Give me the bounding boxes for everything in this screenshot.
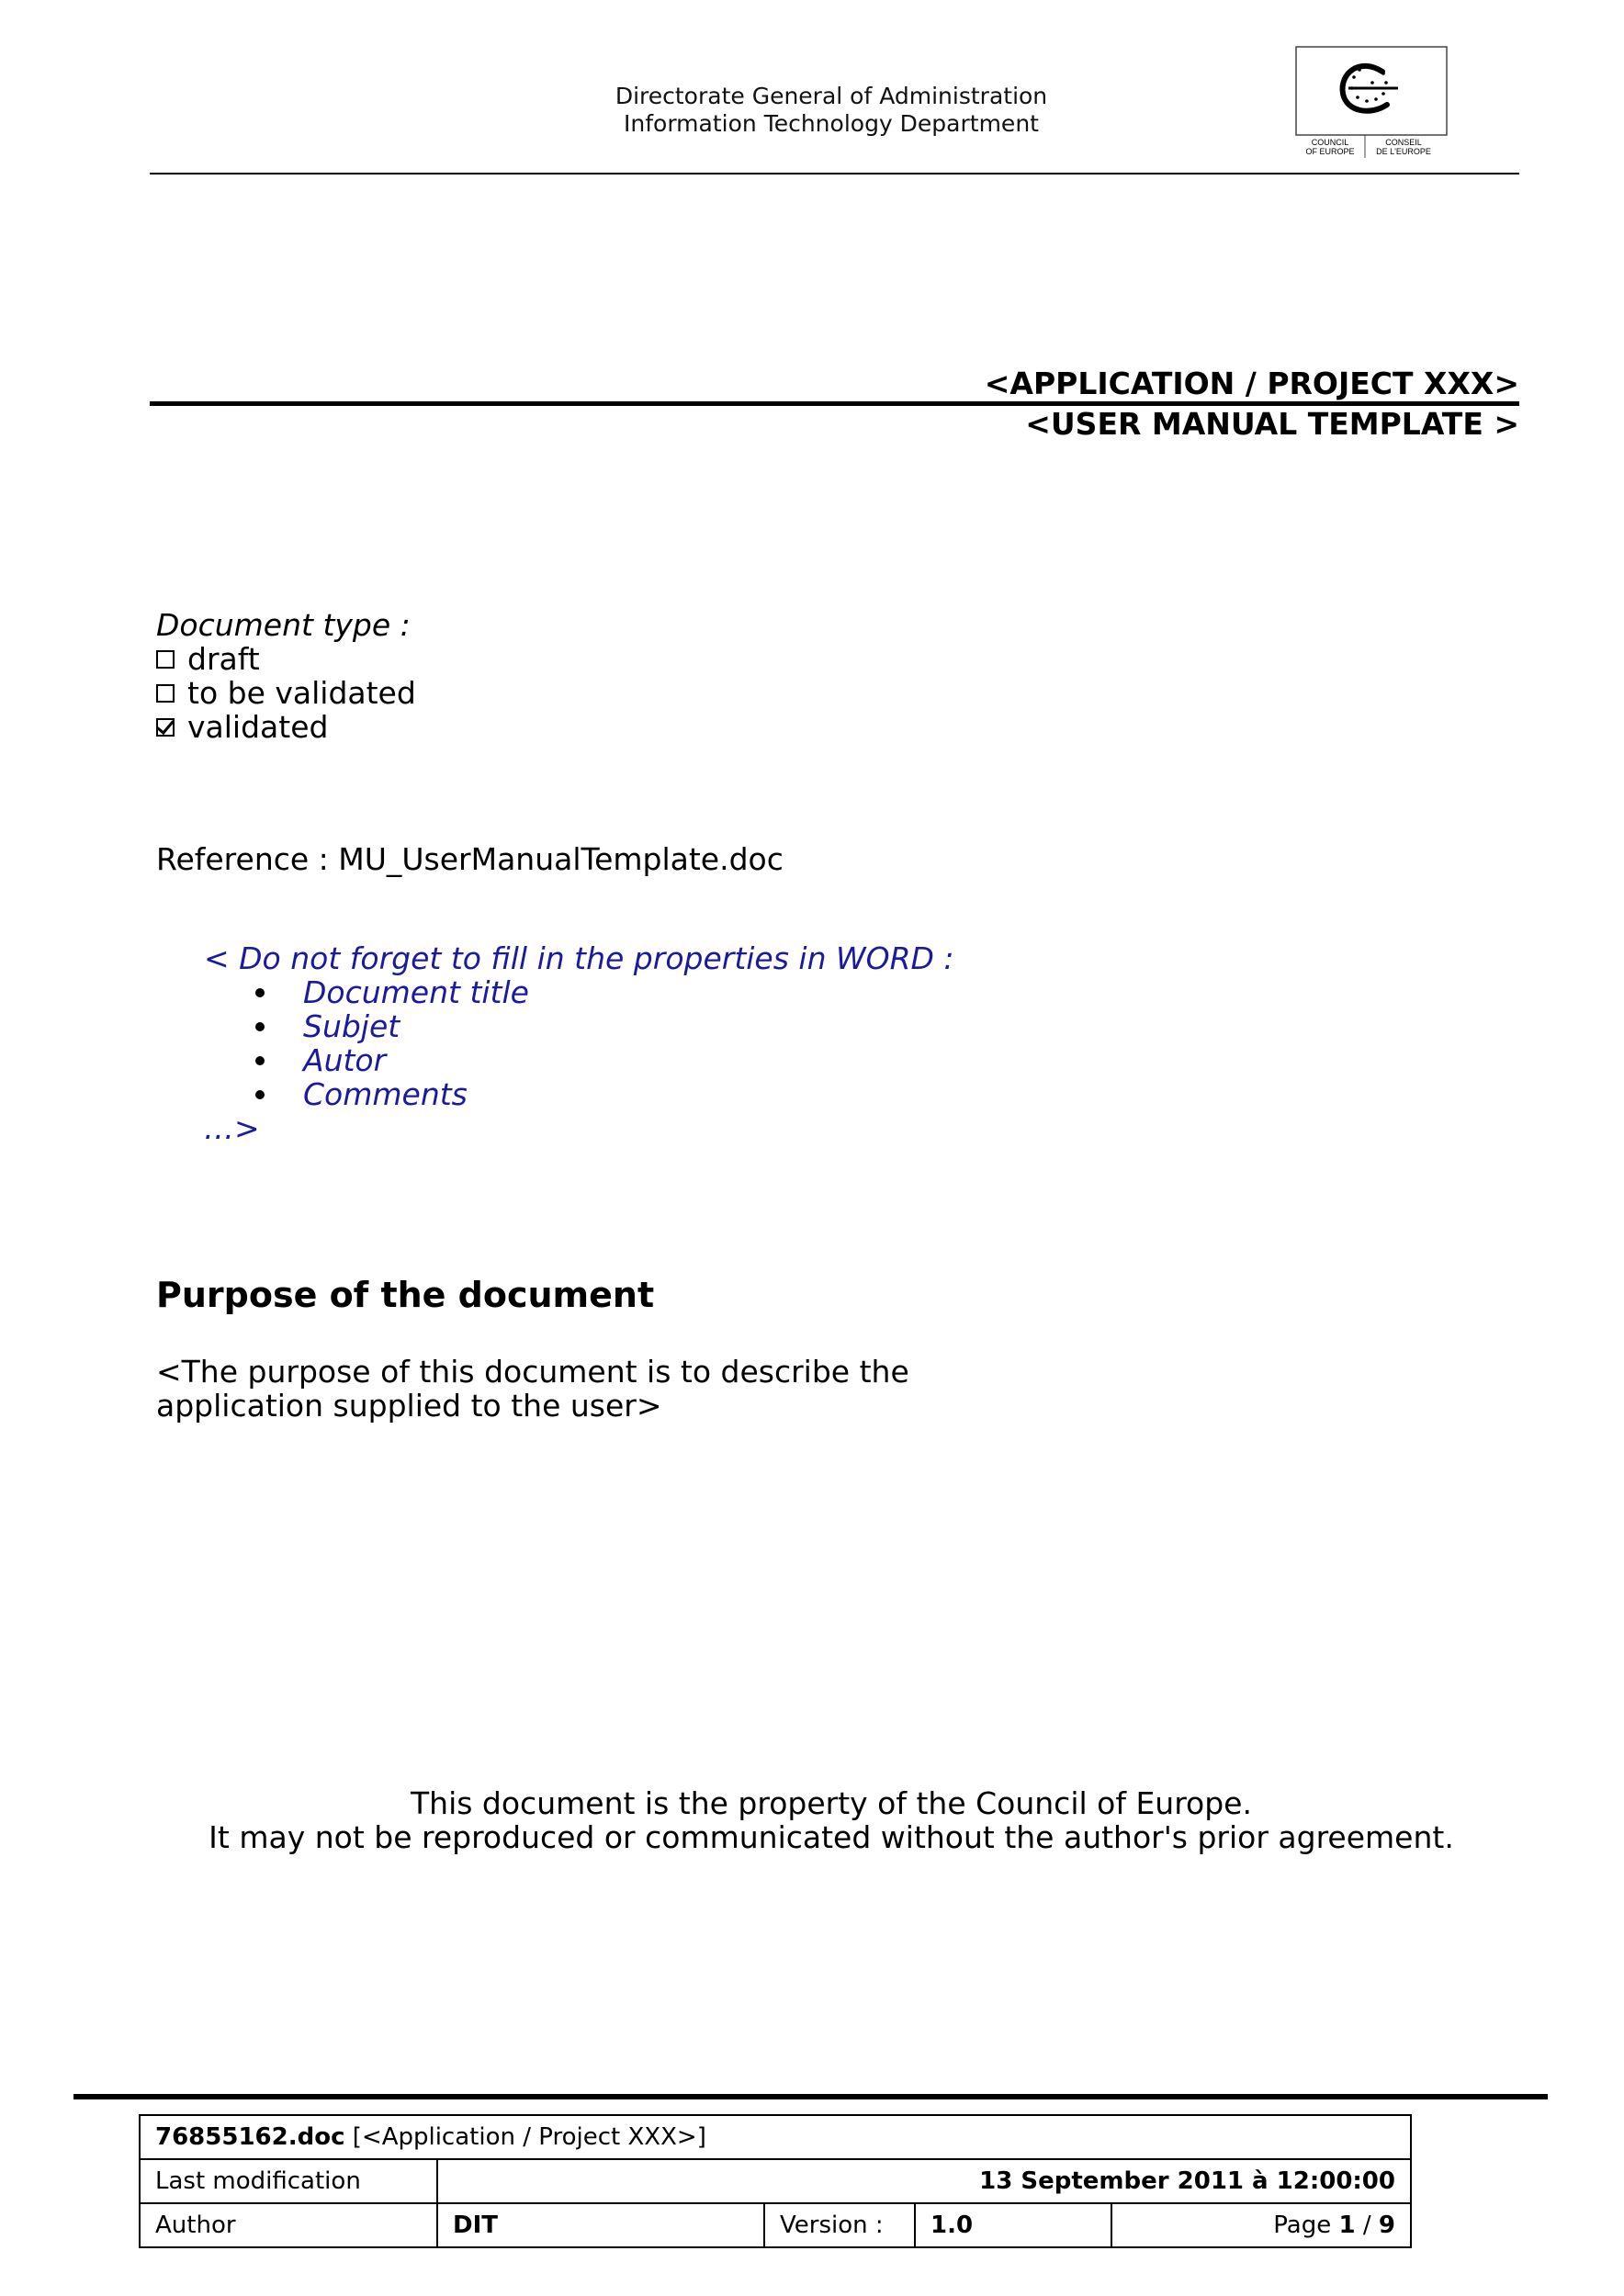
page-prefix: Page	[1273, 2212, 1332, 2239]
table-row	[140, 2159, 1411, 2203]
list-item-text: Subjet	[303, 1008, 400, 1044]
last-modification-date: 13 September 2011 à 12:00:00	[979, 2167, 1395, 2195]
properties-hint-intro: < Do not forget to fill in the properties in WORD :	[204, 940, 954, 976]
checkbox-label: validated	[187, 709, 329, 745]
list-item	[255, 1009, 529, 1043]
svg-text:OF EUROPE: OF EUROPE	[1305, 147, 1355, 156]
reference-line: Reference : MU_UserManualTemplate.doc	[156, 841, 784, 877]
document-type-label: Document type :	[156, 607, 411, 643]
property-notice-line: It may not be reproduced or communicated without the author's prior agreement.	[209, 1819, 1454, 1855]
header-directorate: Directorate General of Administration	[615, 83, 1048, 109]
svg-text:CONSEIL: CONSEIL	[1385, 138, 1422, 147]
footer-table	[139, 2114, 1412, 2248]
footer-filename: 76855162.doc	[155, 2123, 345, 2151]
property-notice-line: This document is the property of the Council of Europe.	[411, 1785, 1252, 1821]
checkbox-validated[interactable]	[156, 710, 328, 744]
list-item	[255, 1077, 529, 1111]
checkbox-to-be-validated[interactable]	[156, 676, 416, 710]
version-number: 1.0	[930, 2212, 974, 2239]
purpose-text	[156, 1355, 983, 1423]
document-title: <USER MANUAL TEMPLATE >	[1025, 406, 1519, 442]
properties-hint-list	[255, 975, 529, 1111]
properties-hint-end: …>	[204, 1110, 260, 1146]
bullet-icon	[255, 1056, 265, 1065]
last-modification-label: Last modification	[140, 2159, 437, 2203]
purpose-heading: Purpose of the document	[156, 1275, 655, 1315]
checkbox-draft[interactable]	[156, 642, 260, 676]
checkbox-label: to be validated	[187, 675, 416, 711]
footer-divider	[73, 2094, 1548, 2099]
page-total: 9	[1378, 2212, 1395, 2239]
checkbox-label: draft	[187, 641, 260, 677]
application-title: <APPLICATION / PROJECT XXX>	[984, 366, 1519, 401]
bullet-icon	[255, 988, 265, 997]
header-divider	[150, 173, 1519, 174]
list-item	[255, 975, 529, 1009]
author-label: Author	[140, 2203, 437, 2247]
purpose-text-line: application supplied to the user>	[156, 1388, 662, 1424]
author-value	[437, 2203, 764, 2247]
table-row	[140, 2115, 1411, 2159]
list-item-text: Document title	[303, 974, 529, 1010]
bullet-icon	[255, 1022, 265, 1031]
bullet-icon	[255, 1090, 265, 1099]
checkbox-empty-icon	[156, 650, 175, 669]
svg-text:COUNCIL: COUNCIL	[1311, 138, 1349, 147]
last-modification-value	[437, 2159, 1411, 2203]
list-item-text: Comments	[303, 1076, 468, 1112]
page-current: 1	[1338, 2212, 1356, 2239]
table-row	[140, 2203, 1411, 2247]
purpose-text-line: <The purpose of this document is to describe the	[156, 1354, 909, 1390]
author-name: DIT	[453, 2212, 498, 2239]
header-department: Information Technology Department	[624, 110, 1039, 137]
page-separator: /	[1362, 2212, 1371, 2239]
council-of-europe-logo	[1295, 46, 1448, 160]
version-value	[915, 2203, 1111, 2247]
checkbox-checked-icon	[156, 718, 175, 737]
page-number	[1111, 2203, 1411, 2247]
property-notice	[0, 1786, 1624, 1854]
footer-file-cell	[140, 2115, 1411, 2159]
footer-project: [<Application / Project XXX>]	[352, 2123, 706, 2151]
list-item	[255, 1043, 529, 1077]
version-label: Version :	[764, 2203, 915, 2247]
checkbox-empty-icon	[156, 684, 175, 703]
list-item-text: Autor	[303, 1042, 387, 1078]
svg-text:DE L'EUROPE: DE L'EUROPE	[1376, 147, 1431, 156]
